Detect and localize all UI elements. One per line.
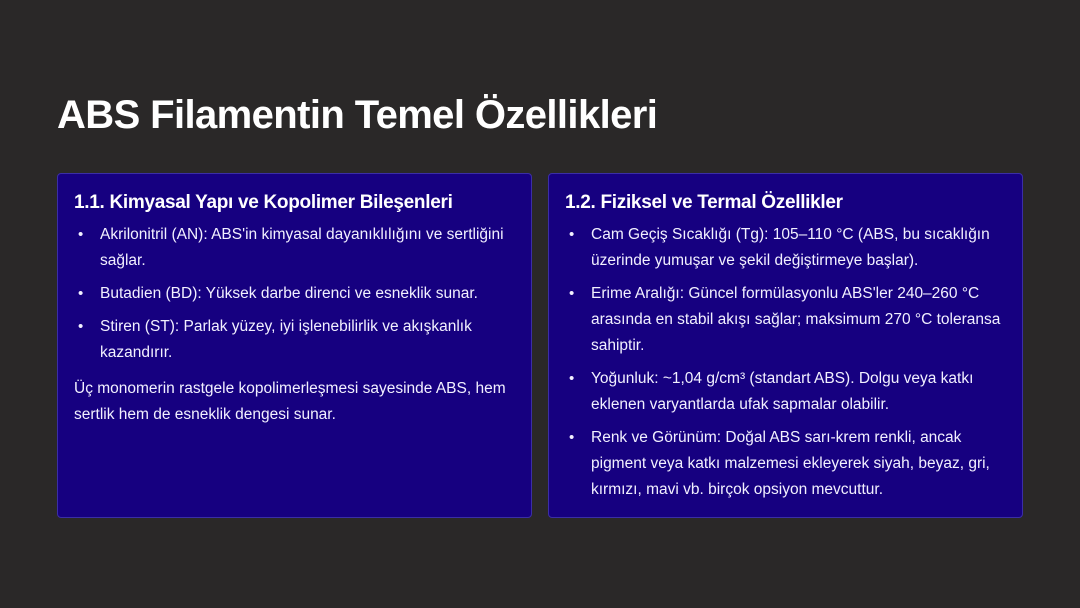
list-item (74, 281, 515, 307)
list-item (565, 281, 1006, 359)
bullet-icon: • (569, 285, 575, 302)
bullet-icon: • (569, 226, 575, 243)
bullet-icon: • (569, 429, 575, 446)
list-item (565, 366, 1006, 418)
list-item-text: Butadien (BD): Yüksek darbe direnci ve esneklik sunar. (100, 285, 478, 302)
list-item-text: Erime Aralığı: Güncel formülasyonlu ABS'ler 240–260 °C arasında en stabil akışı sağlar; maksimum 270 °C toleransa sahiptir. (591, 285, 1001, 354)
summary-paragraph: Üç monomerin rastgele kopolimerleşmesi sayesinde ABS, hem sertlik hem de esneklik dengesi sunar. (74, 380, 506, 423)
list-item (74, 222, 515, 274)
card-heading: 1.1. Kimyasal Yapı ve Kopolimer Bileşenleri (74, 192, 453, 213)
list-item (74, 314, 515, 366)
list-item-text: Akrilonitril (AN): ABS'in kimyasal dayanıklılığını ve sertliğini sağlar. (100, 226, 504, 269)
page-title: ABS Filamentin Temel Özellikleri (57, 93, 658, 137)
list-item (565, 425, 1006, 503)
bullet-list (565, 222, 1006, 503)
bullet-icon: • (78, 226, 84, 243)
list-item-text: Yoğunluk: ~1,04 g/cm³ (standart ABS). Dolgu veya katkı eklenen varyantlarda ufak sapmalar olabilir. (591, 370, 974, 413)
bullet-icon: • (78, 285, 84, 302)
card-heading: 1.2. Fiziksel ve Termal Özellikler (565, 192, 843, 213)
list-item-text: Renk ve Görünüm: Doğal ABS sarı-krem renkli, ancak pigment veya katkı malzemesi ekleyerek siyah, beyaz, gri, kırmızı, mavi vb. birçok opsiyon mevcuttur. (591, 429, 990, 498)
chemical-structure-card (57, 173, 532, 518)
list-item-text: Stiren (ST): Parlak yüzey, iyi işlenebilirlik ve akışkanlık kazandırır. (100, 318, 472, 361)
bullet-icon: • (78, 318, 84, 335)
physical-thermal-card (548, 173, 1023, 518)
list-item (565, 222, 1006, 274)
bullet-icon: • (569, 370, 575, 387)
list-item-text: Cam Geçiş Sıcaklığı (Tg): 105–110 °C (ABS, bu sıcaklığın üzerinde yumuşar ve şekil değiştirmeye başlar). (591, 226, 990, 269)
bullet-list (74, 222, 515, 366)
